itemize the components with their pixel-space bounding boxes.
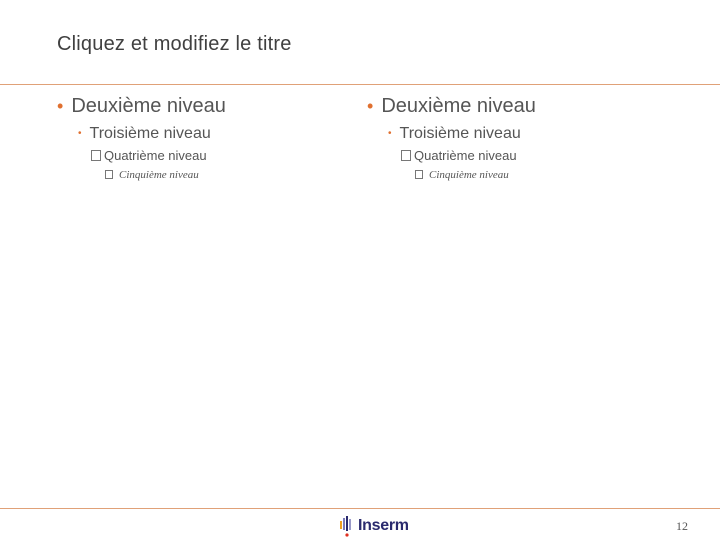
bullet-icon: • [367,96,374,116]
content-column-left [57,92,357,184]
level-2-text: Deuxième niveau [381,95,536,117]
slide-title: Cliquez et modifiez le titre [57,33,292,55]
content-column-right [367,92,667,184]
bullet-level-2 [367,92,667,120]
title-divider [0,84,720,85]
bullet-level-4 [91,146,357,166]
level-5-text: Cinquième niveau [119,169,199,181]
logo-text: Inserm [358,517,409,534]
bullet-level-5 [105,166,357,184]
inserm-mark-icon [340,515,354,537]
level-5-text: Cinquième niveau [429,169,509,181]
square-bullet-icon [415,170,423,179]
bullet-level-2 [57,92,357,120]
footer-divider [0,508,720,509]
bullet-icon: • [388,128,392,139]
bullet-level-3 [388,123,667,145]
level-4-text: Quatrième niveau [414,148,517,163]
page-number: 12 [676,519,688,533]
level-2-text: Deuxième niveau [71,95,226,117]
inserm-logo [340,514,409,538]
bullet-level-4 [401,146,667,166]
level-4-text: Quatrième niveau [104,148,207,163]
square-bullet-icon [105,170,113,179]
square-bullet-icon [401,150,411,161]
bullet-icon: • [57,96,64,116]
bullet-level-3 [78,123,357,145]
square-bullet-icon [91,150,101,161]
level-3-text: Troisième niveau [89,125,211,142]
level-3-text: Troisième niveau [399,125,521,142]
bullet-icon: • [78,128,82,139]
bullet-level-5 [415,166,667,184]
